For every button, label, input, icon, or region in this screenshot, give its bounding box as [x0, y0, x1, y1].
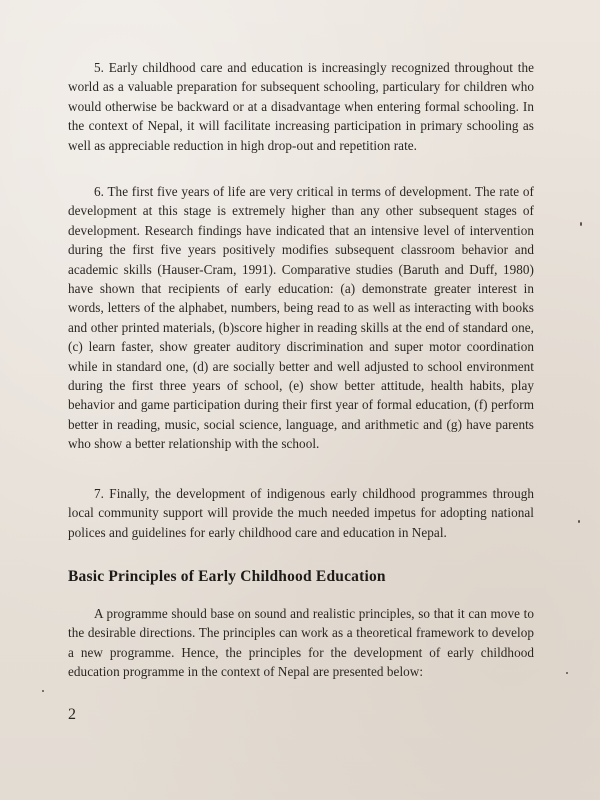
section-intro-paragraph: A programme should base on sound and realistic principles, so that it can move to the desirable directions. The principles can work as a theoretical framework to develop a new programme. Hence, the principles for the development of early childhood education programme in the context of Nepal are presented below:	[68, 606, 534, 680]
paragraph-7: 7. Finally, the development of indigenous early childhood programmes through local community support will provide the much needed impetus for adopting national polices and guidelines for early childhood care and education in Nepal.	[68, 486, 534, 540]
section-heading: Basic Principles of Early Childhood Education	[68, 568, 386, 585]
paper-speck	[580, 222, 582, 226]
paper-speck	[42, 690, 44, 692]
paragraph-6: 6. The first five years of life are very critical in terms of development. The rate of development at this stage is extremely higher than any other subsequent stages of development. Research findings have indicated that an intensive level of intervention during the first five years positively modifies subsequent classroom behavior and academic skills (Hauser-Cram, 1991). Comparative studies (Baruth and Duff, 1980) have shown that recipients of early education: (a) demonstrate greater interest in words, letters of the alphabet, numbers, being read to as well as interacting with books and other printed materials, (b)score higher in reading skills at the end of standard one, (c) learn faster, show greater auditory discrimination and super motor coordination while in standard one, (d) are socially better and well adjusted to school environment during the first three years of school, (e) show better attitude, health habits, play behavior and game participation during their first year of formal education, (f) perform better in reading, music, social science, language, and arithmetic and (g) have parents who show a better relationship with the school.	[68, 184, 534, 452]
page-number: 2	[68, 706, 76, 723]
paper-speck	[566, 672, 568, 674]
paper-speck	[578, 520, 580, 523]
paragraph-5: 5. Early childhood care and education is increasingly recognized throughout the world as a valuable preparation for subsequent schooling, particulary for children who would otherwise be backward or at a disadvantage when entering formal schooling. In the context of Nepal, it will facilitate increasing participation in primary schooling as well as appreciable reduction in high drop-out and repetition rate.	[68, 60, 534, 153]
